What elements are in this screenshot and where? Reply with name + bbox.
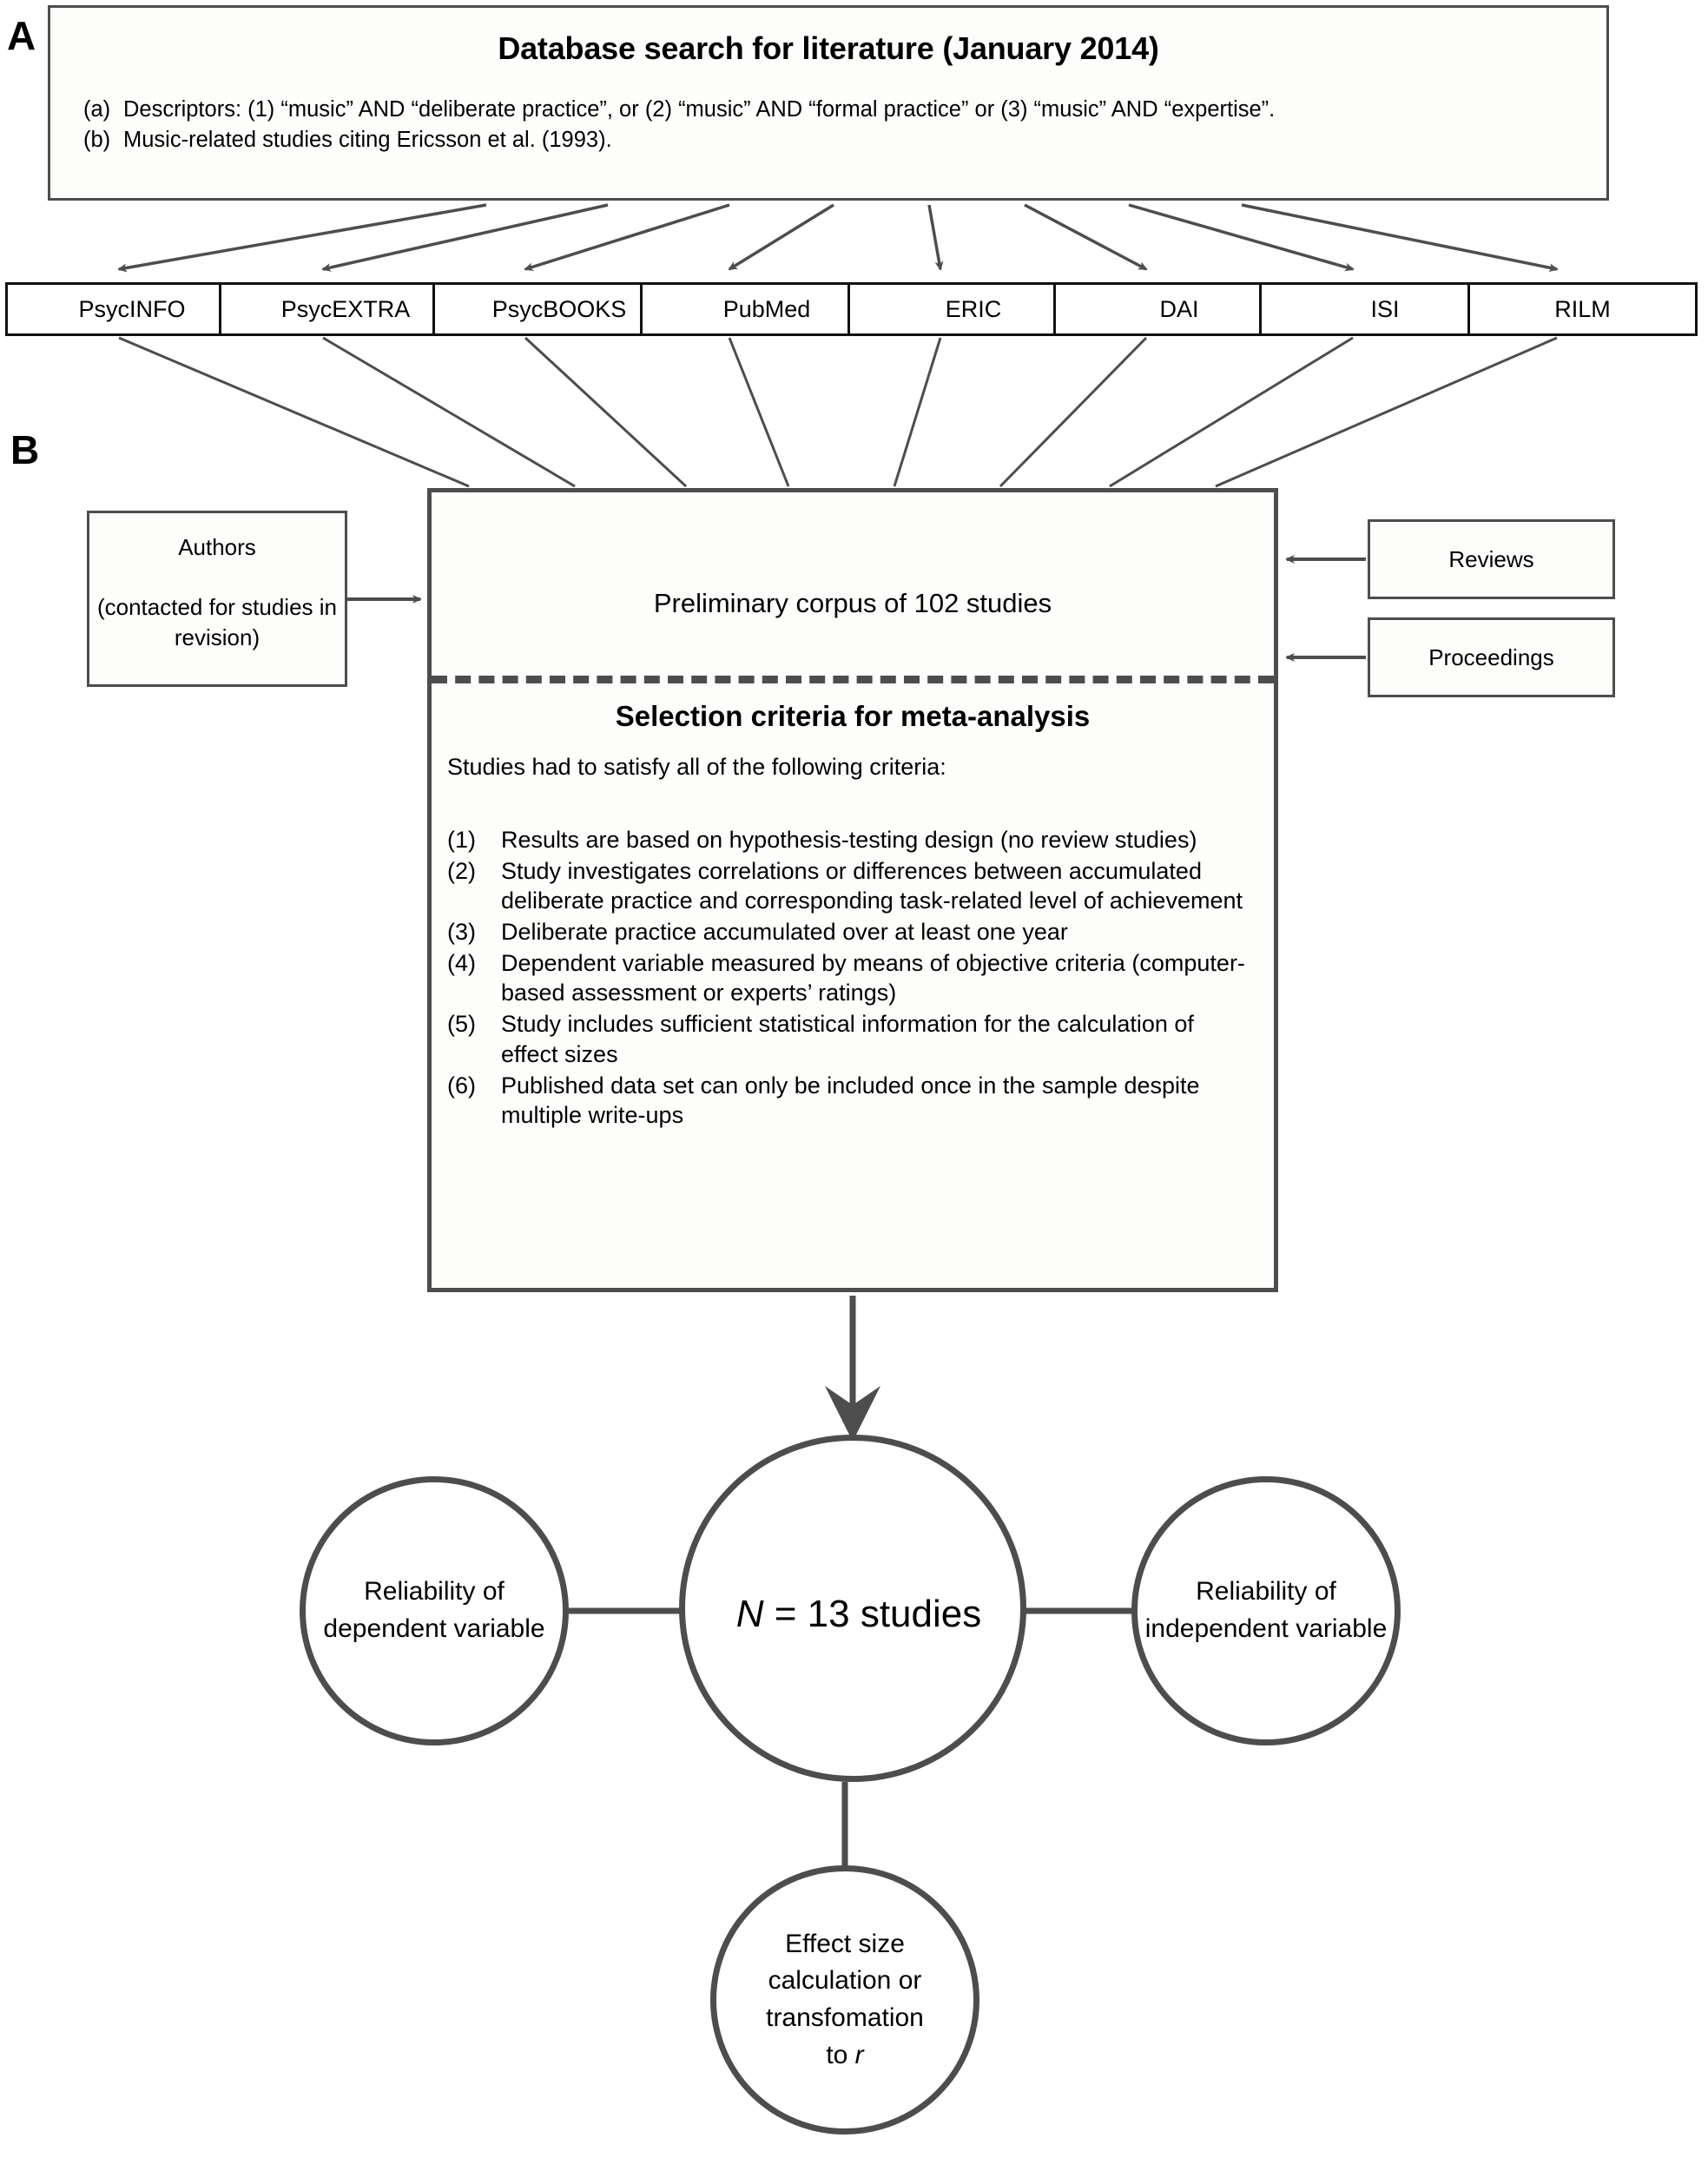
- effect-size-line-2: calculation or: [768, 1966, 922, 1996]
- database-label: PubMed: [722, 295, 811, 322]
- reviews-label: Reviews: [1448, 545, 1534, 572]
- final-sample-label: [685, 1441, 1026, 1782]
- selection-criteria-intro: Studies had to satisfy all of the following criteria:: [447, 754, 946, 780]
- criteria-item: [447, 1009, 1255, 1069]
- panel-letter-a: A: [7, 13, 36, 58]
- authors-title: Authors: [178, 534, 256, 560]
- criteria-item: [447, 825, 1255, 855]
- final-sample-count-text: = 13 studies: [774, 1593, 982, 1635]
- header-line-a-label: (a): [83, 97, 111, 122]
- effect-size-circle[interactable]: [710, 1865, 979, 2135]
- effect-size-line-4-prefix: to: [826, 2040, 855, 2069]
- database-label: ISI: [1370, 295, 1400, 322]
- selection-criteria-list: [447, 825, 1255, 1132]
- database-label: RILM: [1554, 295, 1611, 322]
- reliability-independent-label: Reliability of independent variable: [1144, 1577, 1388, 1643]
- proceedings-label: Proceedings: [1428, 643, 1554, 670]
- authors-source-box[interactable]: [87, 511, 347, 687]
- header-descriptor-line-b: [83, 125, 1589, 155]
- criteria-item: [447, 1071, 1255, 1131]
- reliability-independent-circle[interactable]: [1131, 1476, 1401, 1745]
- panel-letter-b: B: [10, 427, 40, 472]
- criteria-item: [447, 917, 1255, 947]
- criteria-number: (3): [447, 919, 476, 946]
- effect-size-line-3: transfomation: [766, 2003, 924, 2032]
- criteria-number: (4): [447, 949, 476, 976]
- reliability-dependent-circle[interactable]: [300, 1476, 569, 1745]
- database-label: PsycINFO: [78, 295, 186, 322]
- header-line-a-text: Descriptors: (1) “music” AND “deliberate practice”, or (2) “music” AND “formal practice” or (3) “music” AND “expertise”.: [123, 97, 1276, 122]
- header-line-b-label: (b): [83, 128, 111, 153]
- reliability-dependent-label: Reliability of dependent variable: [323, 1577, 545, 1643]
- authors-subtitle: (contacted for studies in revision): [96, 593, 338, 650]
- criteria-text: Published data set can only be included once in the sample despite multiple write-ups: [501, 1072, 1200, 1129]
- header-title: Database search for literature (January 2014): [498, 30, 1159, 66]
- final-sample-circle[interactable]: [679, 1435, 1026, 1782]
- header-descriptor-line-a: [83, 95, 1589, 125]
- database-label: ERIC: [945, 295, 1002, 322]
- criteria-number: (2): [447, 857, 476, 884]
- criteria-text: Study investigates correlations or differences between accumulated deliberate practice and corresponding task-related level of achievement: [501, 857, 1243, 914]
- effect-size-line-1: Effect size: [785, 1929, 905, 1958]
- preliminary-corpus-label: Preliminary corpus of 102 studies: [653, 588, 1052, 618]
- database-search-box: [48, 5, 1609, 201]
- selection-criteria-title: Selection criteria for meta-analysis: [615, 700, 1091, 732]
- dashed-divider: [432, 676, 1274, 683]
- database-label: PsycEXTRA: [280, 295, 411, 322]
- proceedings-source-box[interactable]: [1368, 617, 1615, 697]
- criteria-text: Results are based on hypothesis-testing design (no review studies): [501, 827, 1197, 853]
- reviews-source-box[interactable]: [1368, 519, 1615, 599]
- database-label: PsycBOOKS: [491, 295, 627, 322]
- criteria-text: Deliberate practice accumulated over at least one year: [501, 919, 1068, 946]
- criteria-text: Study includes sufficient statistical information for the calculation of effect sizes: [501, 1011, 1194, 1067]
- effect-size-r-symbol: r: [854, 2040, 864, 2069]
- database-label: DAI: [1159, 295, 1199, 322]
- criteria-number: (6): [447, 1072, 476, 1099]
- criteria-item: [447, 856, 1255, 916]
- criteria-number: (5): [447, 1011, 476, 1038]
- effect-size-label: [766, 1926, 924, 2074]
- criteria-text: Dependent variable measured by means of objective criteria (computer-based assessment or experts’ ratings): [501, 949, 1245, 1006]
- n-symbol: N: [735, 1593, 764, 1635]
- database-box-rilm[interactable]: [1467, 282, 1698, 336]
- criteria-number: (1): [447, 827, 476, 853]
- header-line-b-text: Music-related studies citing Ericsson et al. (1993).: [123, 128, 612, 153]
- criteria-item: [447, 948, 1255, 1008]
